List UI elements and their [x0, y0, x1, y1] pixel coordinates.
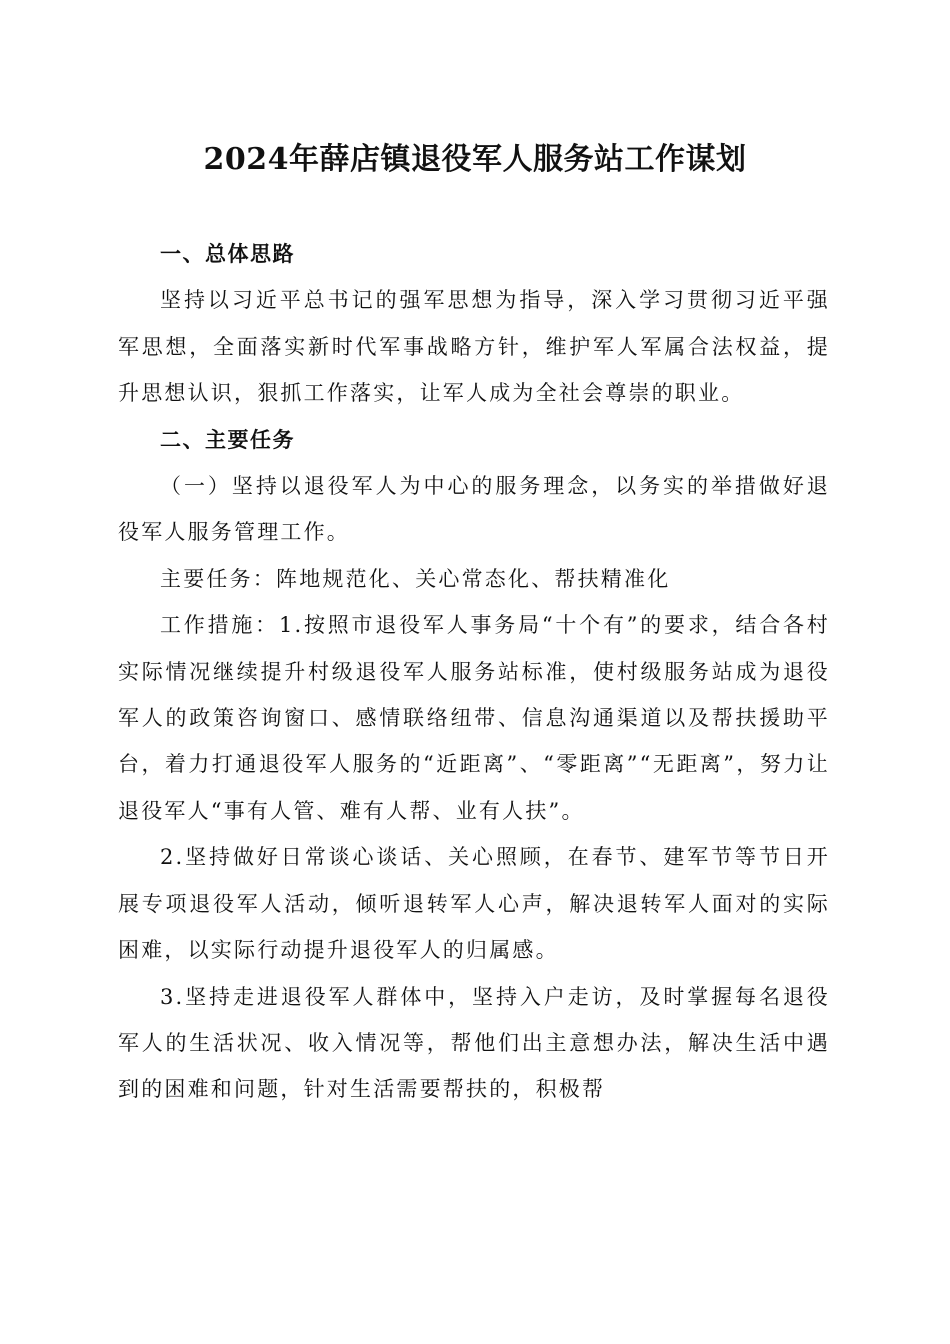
document-body [118, 231, 830, 1113]
measure-3-paragraph: 3.坚持走进退役军人群体中，坚持入户走访，及时掌握每名退役军人的生活状况、收入情况等，帮他们出主意想办法，解决生活中遇到的困难和问题，针对生活需要帮扶的，积极帮 [118, 984, 830, 1102]
document-title: 2024年薛店镇退役军人服务站工作谋划 [203, 142, 747, 177]
section-2-heading: 二、主要任务 [160, 427, 295, 452]
section-1-heading: 一、总体思路 [160, 242, 295, 266]
main-tasks-paragraph: 主要任务：阵地规范化、关心常态化、帮扶精准化 [160, 566, 671, 591]
measure-2-paragraph: 2.坚持做好日常谈心谈话、关心照顾，在春节、建军节等节日开展专项退役军人活动，倾听退转军人心声，解决退转军人面对的实际困难，以实际行动提升退役军人的归属感。 [118, 845, 830, 963]
section-2-subheading: （一）坚持以退役军人为中心的服务理念，以务实的举措做好退役军人服务管理工作。 [118, 474, 830, 545]
measure-1-paragraph: 工作措施：1.按照市退役军人事务局“十个有”的要求，结合各村实际情况继续提升村级退役军人服务站标准，使村级服务站成为退役军人的政策咨询窗口、感情联络纽带、信息沟通渠道以及帮扶援助平台，着力打通退役军人服务的“近距离”、“零距离”“无距离”，努力让退役军人“事有人管、难有人帮、业有人扶”。 [118, 613, 830, 823]
section-1-paragraph: 坚持以习近平总书记的强军思想为指导，深入学习贯彻习近平强军思想，全面落实新时代军事战略方针，维护军人军属合法权益，提升思想认识，狠抓工作落实，让军人成为全社会尊崇的职业。 [118, 288, 830, 406]
